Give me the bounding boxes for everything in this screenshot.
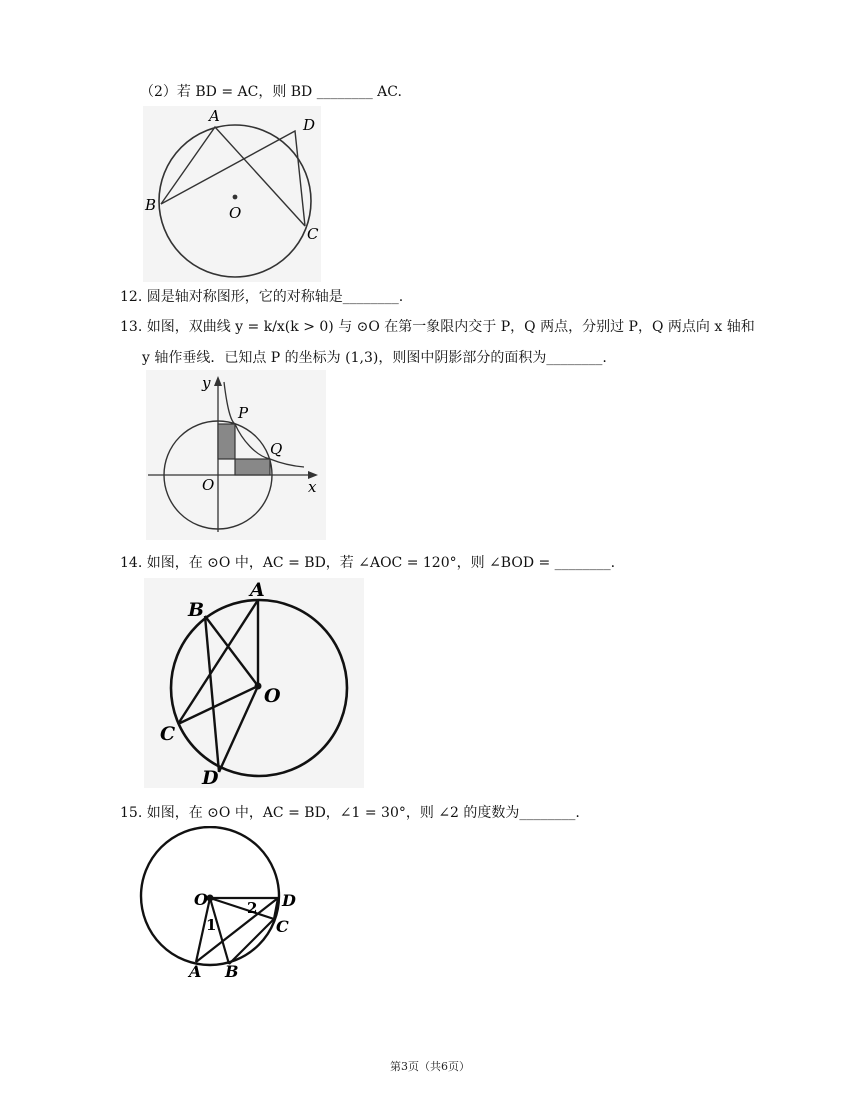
question-12-text: 12. 圆是轴对称图形，它的对称轴是________.: [120, 289, 404, 305]
label-a: A: [209, 107, 220, 125]
label-c: C: [160, 723, 176, 745]
label-b: B: [145, 196, 157, 214]
question-15-text: 15. 如图，在 ⊙O 中，AC = BD，∠1 = 30°，则 ∠2 的度数为________.: [120, 805, 580, 821]
figure-hyperbola-circle: [146, 370, 326, 540]
label-b: B: [188, 599, 205, 621]
page-footer: [0, 1058, 860, 1074]
label-d: D: [303, 116, 316, 134]
label-x: x: [308, 478, 317, 496]
label-d: D: [282, 891, 296, 910]
label-y: y: [202, 374, 211, 392]
label-angle-1: 1: [206, 916, 217, 934]
label-p: P: [238, 404, 249, 422]
question-13-line-1: [120, 317, 755, 337]
question-12: [120, 287, 403, 307]
label-c: C: [307, 225, 319, 243]
label-q: Q: [270, 440, 283, 458]
label-o: O: [194, 890, 208, 909]
question-15: [120, 803, 580, 823]
label-o: O: [202, 476, 215, 494]
label-c: C: [276, 917, 289, 936]
question-13-line-2: [142, 348, 607, 368]
label-d: D: [202, 767, 219, 788]
label-o: O: [264, 685, 281, 707]
label-o: O: [229, 204, 242, 222]
label-a: A: [189, 962, 202, 981]
figure-circle-odcab: [136, 826, 300, 982]
label-angle-2: 2: [247, 899, 258, 917]
label-a: A: [250, 579, 265, 601]
question-11-part-2-text: （2）若 BD = AC，则 BD ________ AC.: [140, 84, 402, 100]
figure-circle-aobcd: [144, 578, 364, 788]
figure-circle-bdac: [143, 106, 321, 282]
question-11-part-2: [140, 82, 402, 102]
question-14: [120, 553, 615, 573]
page-number: 第3页（共6页）: [390, 1060, 470, 1073]
question-13-line-2-text: y 轴作垂线．已知点 P 的坐标为 (1,3)，则图中阴影部分的面积为________.: [142, 350, 607, 366]
label-b: B: [225, 962, 239, 981]
question-14-text: 14. 如图，在 ⊙O 中，AC = BD，若 ∠AOC = 120°，则 ∠BOD = ________.: [120, 555, 616, 571]
question-13-line-1-text: 13. 如图，双曲线 y = k/x(k > 0) 与 ⊙O 在第一象限内交于 P，Q 两点，分别过 P，Q 两点向 x 轴和: [120, 319, 755, 335]
